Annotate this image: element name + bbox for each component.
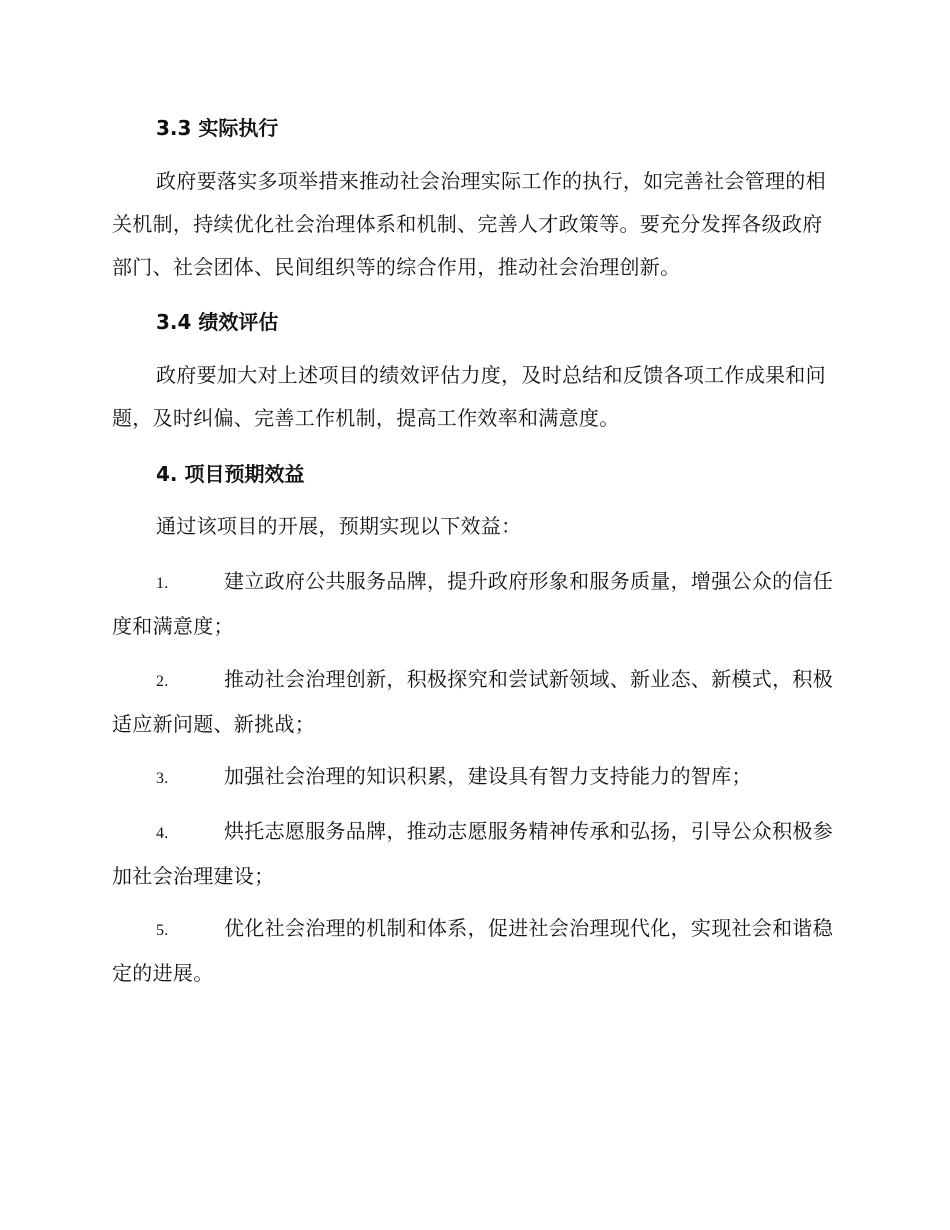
list-item-text: 建立政府公共服务品牌，提升政府形象和服务质量，增强公众的信任度和满意度； bbox=[112, 569, 833, 638]
section-heading-3-4: 3.4 绩效评估 bbox=[156, 310, 279, 334]
section-heading-4: 4. 项目预期效益 bbox=[156, 462, 305, 486]
list-item-number: 2. bbox=[156, 673, 169, 690]
section-heading-3-3: 3.3 实际执行 bbox=[156, 116, 279, 140]
list-item bbox=[112, 755, 836, 800]
section-intro-4: 通过该项目的开展，预期实现以下效益： bbox=[156, 514, 522, 538]
list-item-text: 加强社会治理的知识积累，建设具有智力支持能力的智库； bbox=[224, 764, 752, 788]
list-item-number: 1. bbox=[156, 575, 169, 592]
section-paragraph-3-4: 政府要加大对上述项目的绩效评估力度，及时总结和反馈各项工作成果和问题，及时纠偏、完善工作机制，提高工作效率和满意度。 bbox=[112, 363, 826, 430]
list-item bbox=[112, 907, 836, 995]
section-paragraph-3-3: 政府要落实多项举措来推动社会治理实际工作的执行，如完善社会管理的相关机制，持续优化社会治理体系和机制、完善人才政策等。要充分发挥各级政府部门、社会团体、民间组织等的综合作用，推动社会治理创新。 bbox=[112, 169, 826, 279]
list-item-text: 烘托志愿服务品牌，推动志愿服务精神传承和弘扬，引导公众积极参加社会治理建设； bbox=[112, 819, 833, 888]
list-item-number: 3. bbox=[156, 770, 169, 787]
list-item-number: 5. bbox=[156, 922, 169, 939]
list-item bbox=[112, 810, 836, 898]
list-item-text: 推动社会治理创新，积极探究和尝试新领域、新业态、新模式，积极适应新问题、新挑战； bbox=[112, 667, 833, 736]
list-item bbox=[112, 658, 836, 746]
list-item-number: 4. bbox=[156, 825, 169, 842]
list-item bbox=[112, 560, 836, 648]
list-item-text: 优化社会治理的机制和体系，促进社会治理现代化，实现社会和谐稳定的进展。 bbox=[112, 916, 833, 985]
